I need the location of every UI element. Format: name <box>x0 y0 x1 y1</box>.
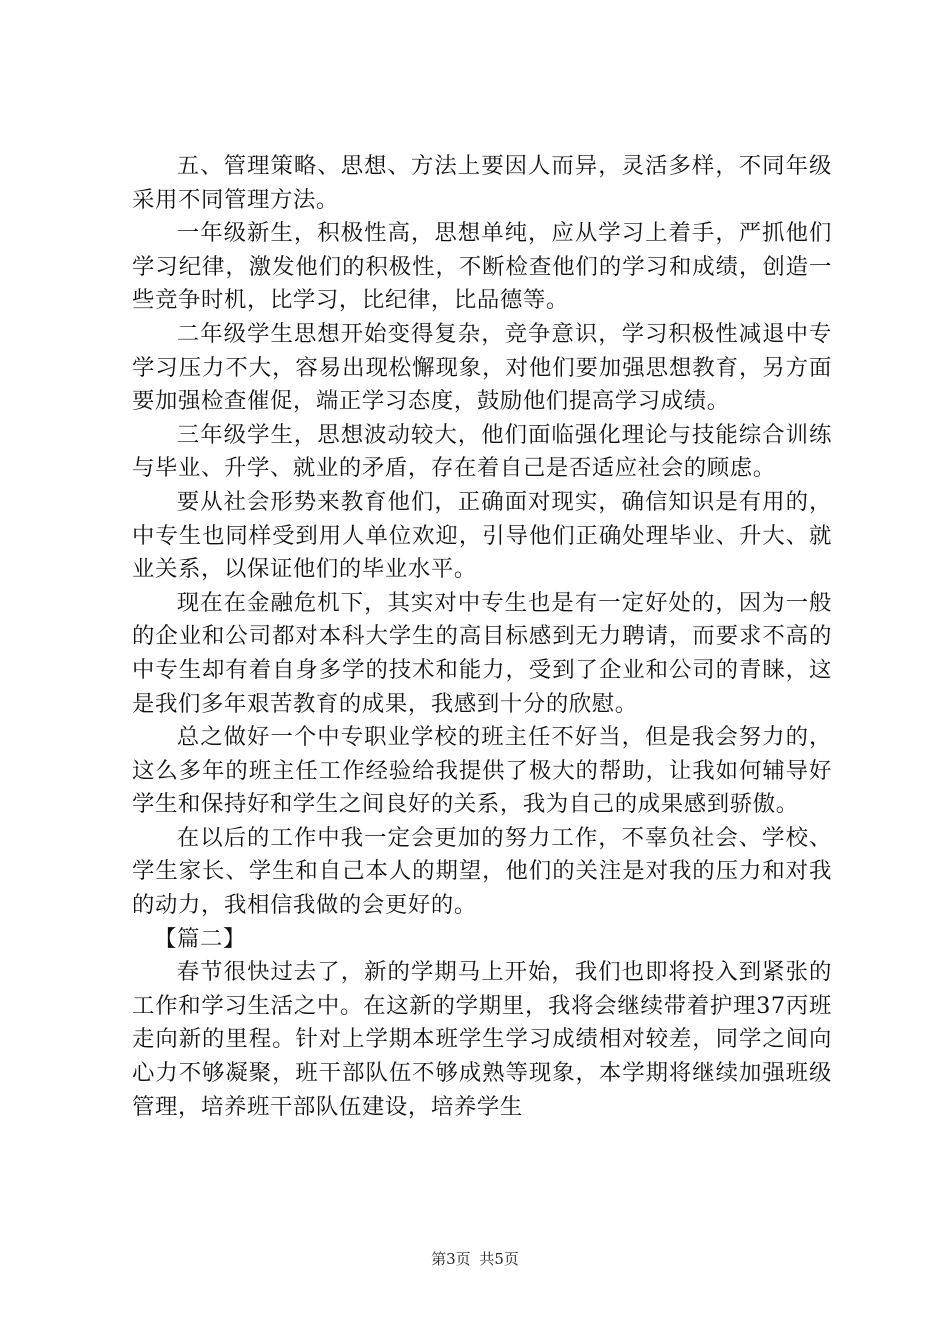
paragraph-new-semester: 春节很快过去了，新的学期马上开始，我们也即将投入到紧张的工作和学习生活之中。在这新的学期里，我将会继续带着护理37丙班走向新的里程。针对上学期本班学生学习成绩相对较差，同学之间向心力不够凝聚，班干部队伍不够成熟等现象，本学期将继续加强班级管理，培养班干部队伍建设，培养学生 <box>132 959 832 1120</box>
paragraph-financial-crisis: 现在在金融危机下，其实对中专生也是有一定好处的，因为一般的企业和公司都对本科大学生的高目标感到无力聘请，而要求不高的中专生却有着自身多学的技术和能力，受到了企业和公司的青睐，这是我们多年艰苦教育的成果，我感到十分的欣慰。 <box>132 589 832 717</box>
paragraph-future-work: 在以后的工作中我一定会更加的努力工作，不辜负社会、学校、学生家长、学生和自己本人的期望，他们的关注是对我的压力和对我的动力，我相信我做的会更好的。 <box>132 824 832 919</box>
section-heading: 【篇二】 <box>154 925 246 952</box>
paragraph-summary: 总之做好一个中专职业学校的班主任不好当，但是我会努力的，这么多年的班主任工作经验给我提供了极大的帮助，让我如何辅导好学生和保持好和学生之间良好的关系，我为自己的成果感到骄傲。 <box>132 724 832 818</box>
page-number: 第3页 <box>431 1250 471 1268</box>
paragraph-management-strategy: 五、管理策略、思想、方法上要因人而异，灵活多样，不同年级采用不同管理方法。 <box>132 153 832 213</box>
paragraph-second-year: 二年级学生思想开始变得复杂，竞争意识，学习积极性减退中专学习压力不大，容易出现松懈现象，对他们要加强思想教育，另方面要加强检查催促，端正学习态度，鼓励他们提高学习成绩。 <box>132 320 832 415</box>
document-body <box>132 150 832 1124</box>
paragraph-social-situation: 要从社会形势来教育他们，正确面对现实，确信知识是有用的，中专生也同样受到用人单位欢迎，引导他们正确处理毕业、升大、就业关系，以保证他们的毕业水平。 <box>132 488 832 583</box>
page-total: 共5页 <box>479 1250 519 1268</box>
paragraph-third-year: 三年级学生，思想波动较大，他们面临强化理论与技能综合训练与毕业、升学、就业的矛盾，存在着自己是否适应社会的顾虑。 <box>132 421 832 482</box>
page-footer <box>0 1249 950 1269</box>
paragraph-first-year: 一年级新生，积极性高，思想单纯，应从学习上着手，严抓他们学习纪律，激发他们的积极性，不断检查他们的学习和成绩，创造一些竞争时机，比学习，比纪律，比品德等。 <box>132 220 832 314</box>
